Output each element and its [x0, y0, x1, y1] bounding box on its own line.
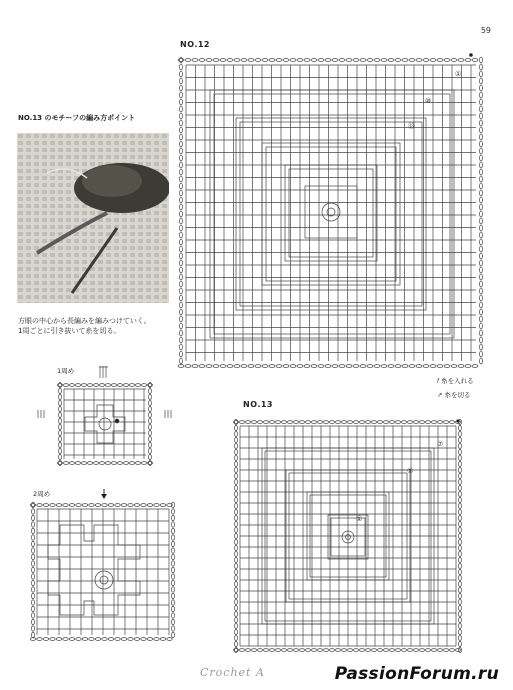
no13-round-marker-3: ① [356, 515, 363, 523]
no13-chart [233, 419, 461, 652]
site-watermark: PassionForum.ru [334, 664, 499, 684]
round2-chart [30, 502, 174, 640]
point-caption: 方眼の中心から長編みを編みつけていく。 1周ごとに引き抜いて糸を切る。 [18, 317, 151, 335]
legend-cut: ↗ 糸を切る [437, 391, 471, 399]
point-title: NO.13 のモチーフの編み方ポイント [18, 114, 136, 122]
step-round2-label: 2周め [33, 490, 51, 498]
page-number: 59 [480, 26, 491, 35]
join-mark-icon: 𝑓 [437, 377, 440, 385]
legend-join: 𝑓 糸を入れる [437, 377, 474, 385]
cut-mark-icon: ↗ [437, 391, 443, 399]
book-brand: Crochet A [200, 666, 265, 679]
down-arrow-head-icon [101, 494, 107, 499]
no13-join-icon [456, 419, 459, 422]
no12-chart [178, 57, 482, 367]
round1-chart [38, 366, 171, 466]
no12-round-marker-2: ⑩ [425, 97, 432, 105]
no12-round-marker-1: ① [455, 70, 462, 78]
no13-round-marker-2: ⑤ [407, 467, 414, 475]
no12-round-marker-3: ⑬ [408, 122, 415, 130]
no12-join-icon [469, 53, 473, 57]
no12-title: NO.12 [180, 40, 210, 49]
no13-round-marker-1: ⑦ [437, 440, 444, 448]
no13-title: NO.13 [243, 400, 273, 409]
step-round1-label: 1周め [57, 367, 75, 375]
